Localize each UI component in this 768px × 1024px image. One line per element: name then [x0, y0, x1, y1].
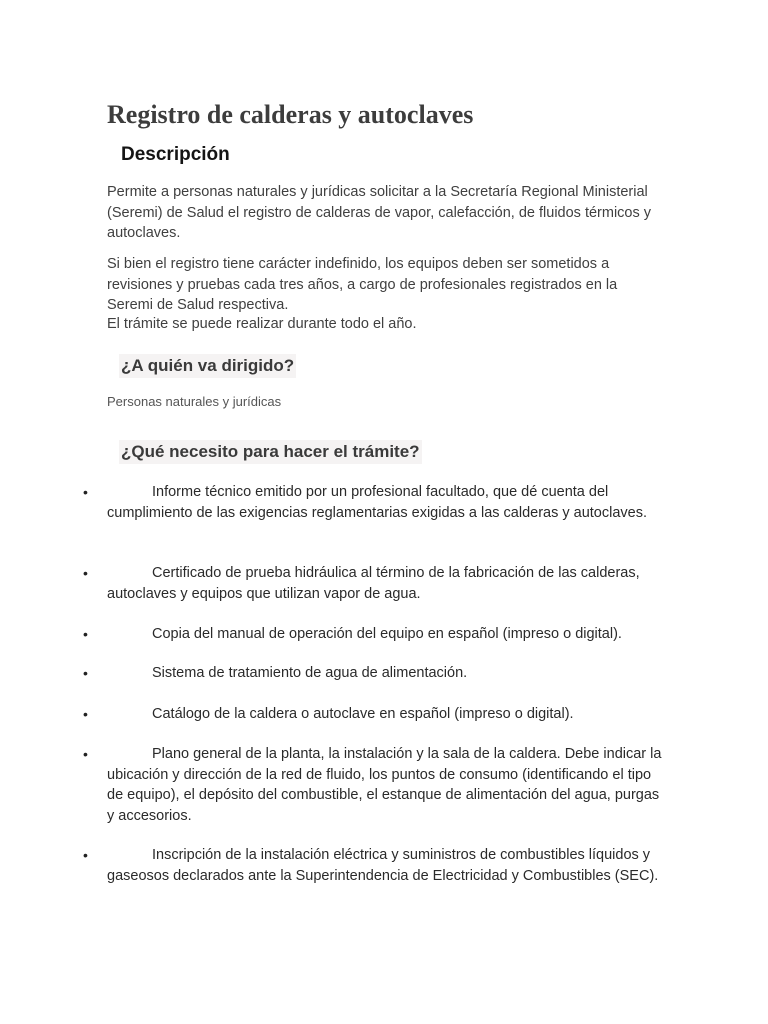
list-item — [83, 845, 667, 886]
list-item-text: Catálogo de la caldera o autoclave en español (impreso o digital). — [152, 706, 574, 722]
list-item — [83, 624, 667, 645]
descripcion-paragraph-2: Si bien el registro tiene carácter indefinido, los equipos deben ser sometidos a revisiones y pruebas cada tres años, a cargo de profesionales registrados en la Seremi de Salud respectiva. — [107, 256, 618, 314]
bullet-icon: • — [83, 484, 88, 500]
page-title: Registro de calderas y autoclaves — [107, 100, 474, 129]
bullet-icon: • — [83, 665, 88, 681]
list-item — [83, 744, 667, 826]
list-item-text: Plano general de la planta, la instalación y la sala de la caldera. Debe indicar la ubicación y dirección de la red de fluido, los puntos de consumo (identificando el tipo de equipo), el depósito del combustible, el estanque de alimentación del agua, purgas y accesorios. — [107, 746, 662, 824]
descripcion-paragraph-3: El trámite se puede realizar durante todo el año. — [107, 316, 417, 332]
list-item-text: Certificado de prueba hidráulica al término de la fabricación de las calderas, autoclaves y equipos que utilizan vapor de agua. — [107, 565, 640, 602]
descripcion-heading: Descripción — [121, 144, 230, 165]
list-item-text: Copia del manual de operación del equipo en español (impreso o digital). — [152, 626, 622, 642]
dirigido-heading: ¿A quién va dirigido? — [119, 354, 296, 378]
bullet-icon: • — [83, 626, 88, 642]
list-item-text: Inscripción de la instalación eléctrica y suministros de combustibles líquidos y gaseosos declarados ante la Superintendencia de Electricidad y Combustibles (SEC). — [107, 847, 659, 884]
requisitos-heading: ¿Qué necesito para hacer el trámite? — [119, 440, 422, 464]
dirigido-text: Personas naturales y jurídicas — [107, 394, 282, 409]
bullet-icon: • — [83, 565, 88, 581]
bullet-icon: • — [83, 706, 88, 722]
list-item-text: Informe técnico emitido por un profesional facultado, que dé cuenta del cumplimiento de las exigencias reglamentarias exigidas a las calderas y autoclaves. — [107, 484, 647, 521]
list-item-text: Sistema de tratamiento de agua de alimentación. — [152, 665, 468, 681]
bullet-icon: • — [83, 847, 88, 863]
list-item — [83, 482, 667, 523]
list-item — [83, 663, 667, 684]
list-item — [83, 563, 667, 604]
descripcion-paragraph-1: Permite a personas naturales y jurídicas solicitar a la Secretaría Regional Ministerial (Seremi) de Salud el registro de calderas de vapor, calefacción, de fluidos térmicos y autoclaves. — [107, 184, 652, 242]
list-item — [83, 704, 667, 725]
bullet-icon: • — [83, 746, 88, 762]
